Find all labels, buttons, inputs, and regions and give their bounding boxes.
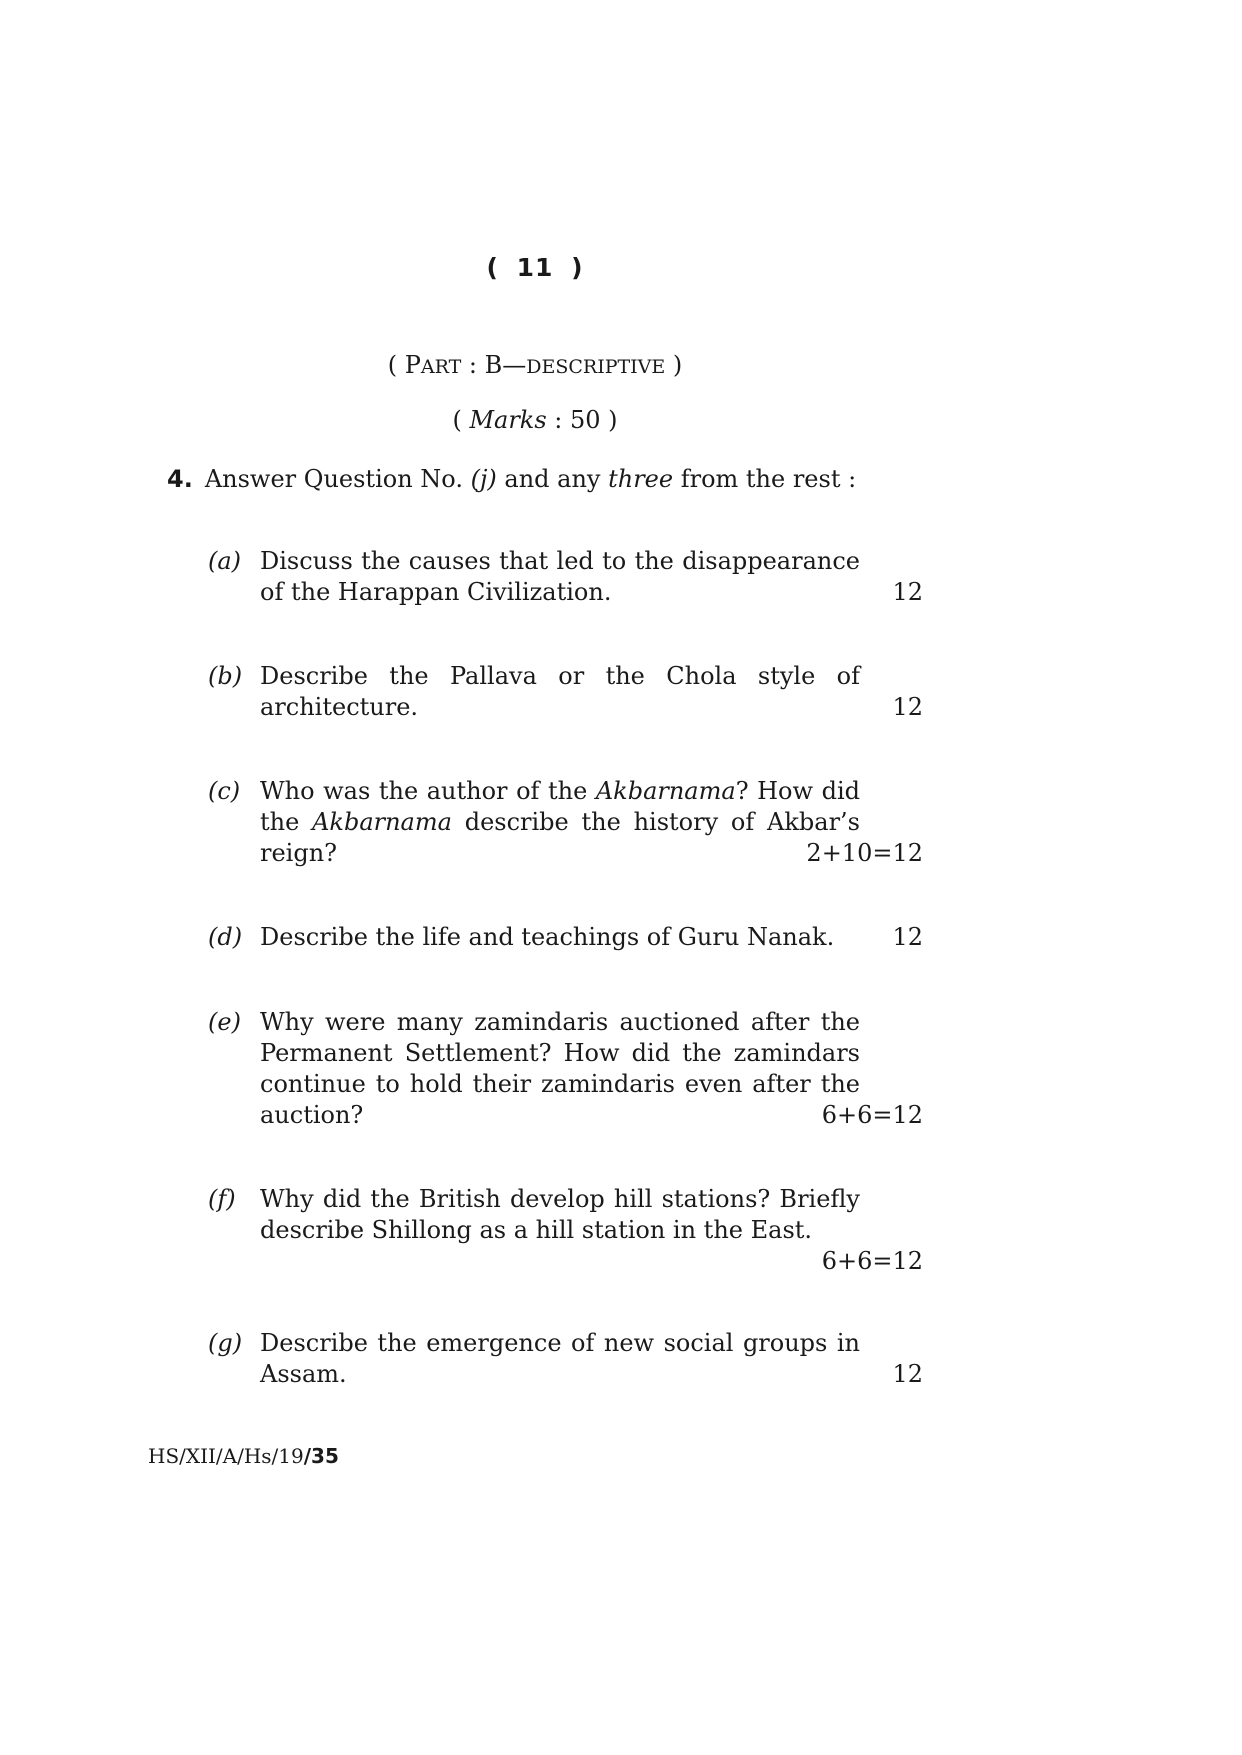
item-label: (a) [208, 547, 242, 575]
item-text: Why did the British develop hill stations? Briefly describe Shillong as a hill station in the East. [260, 1185, 860, 1244]
question-instruction: 4. Answer Question No. (j) and any three from the rest : [167, 465, 857, 493]
item-label: (g) [208, 1329, 243, 1357]
question-item-g [208, 1328, 923, 1390]
item-text: Discuss the causes that led to the disappearance of the Harappan Civilization. [260, 547, 860, 606]
question-number: 4. [167, 465, 193, 493]
item-marks: 2+10=12 [806, 839, 923, 867]
page-number: ( 11 ) [486, 253, 584, 282]
item-marks: 6+6=12 [821, 1101, 923, 1129]
item-label: (f) [208, 1185, 236, 1213]
question-item-b [208, 661, 923, 723]
item-text: Describe the Pallava or the Chola style of architecture. [260, 662, 860, 721]
marks-heading: ( Marks : 50 ) [452, 406, 618, 434]
item-marks: 12 [892, 693, 923, 721]
item-label: (b) [208, 662, 243, 690]
item-marks: 6+6=12 [821, 1247, 923, 1275]
question-item-e [208, 1007, 923, 1131]
paper-code: HS/XII/A/Hs/19/35 [148, 1444, 339, 1468]
question-item-f [208, 1184, 923, 1277]
item-marks: 12 [892, 1360, 923, 1388]
item-label: (d) [208, 923, 243, 951]
item-text: Who was the author of the Akbarnama? How did the Akbarnama describe the history of Akbar’s reign? [260, 777, 860, 867]
item-text: Describe the life and teachings of Guru Nanak. [260, 923, 835, 951]
question-item-c [208, 776, 923, 869]
part-heading: ( PART : B—DESCRIPTIVE ) [387, 351, 683, 379]
item-label: (e) [208, 1008, 241, 1036]
item-text: Why were many zamindaris auctioned after the Permanent Settlement? How did the zamindars continue to hold their zamindaris even after the auction? [260, 1008, 860, 1129]
item-marks: 12 [892, 923, 923, 951]
item-marks: 12 [892, 578, 923, 606]
question-item-a [208, 546, 923, 608]
item-text: Describe the emergence of new social groups in Assam. [260, 1329, 860, 1388]
item-label: (c) [208, 777, 241, 805]
question-item-d [208, 922, 923, 953]
